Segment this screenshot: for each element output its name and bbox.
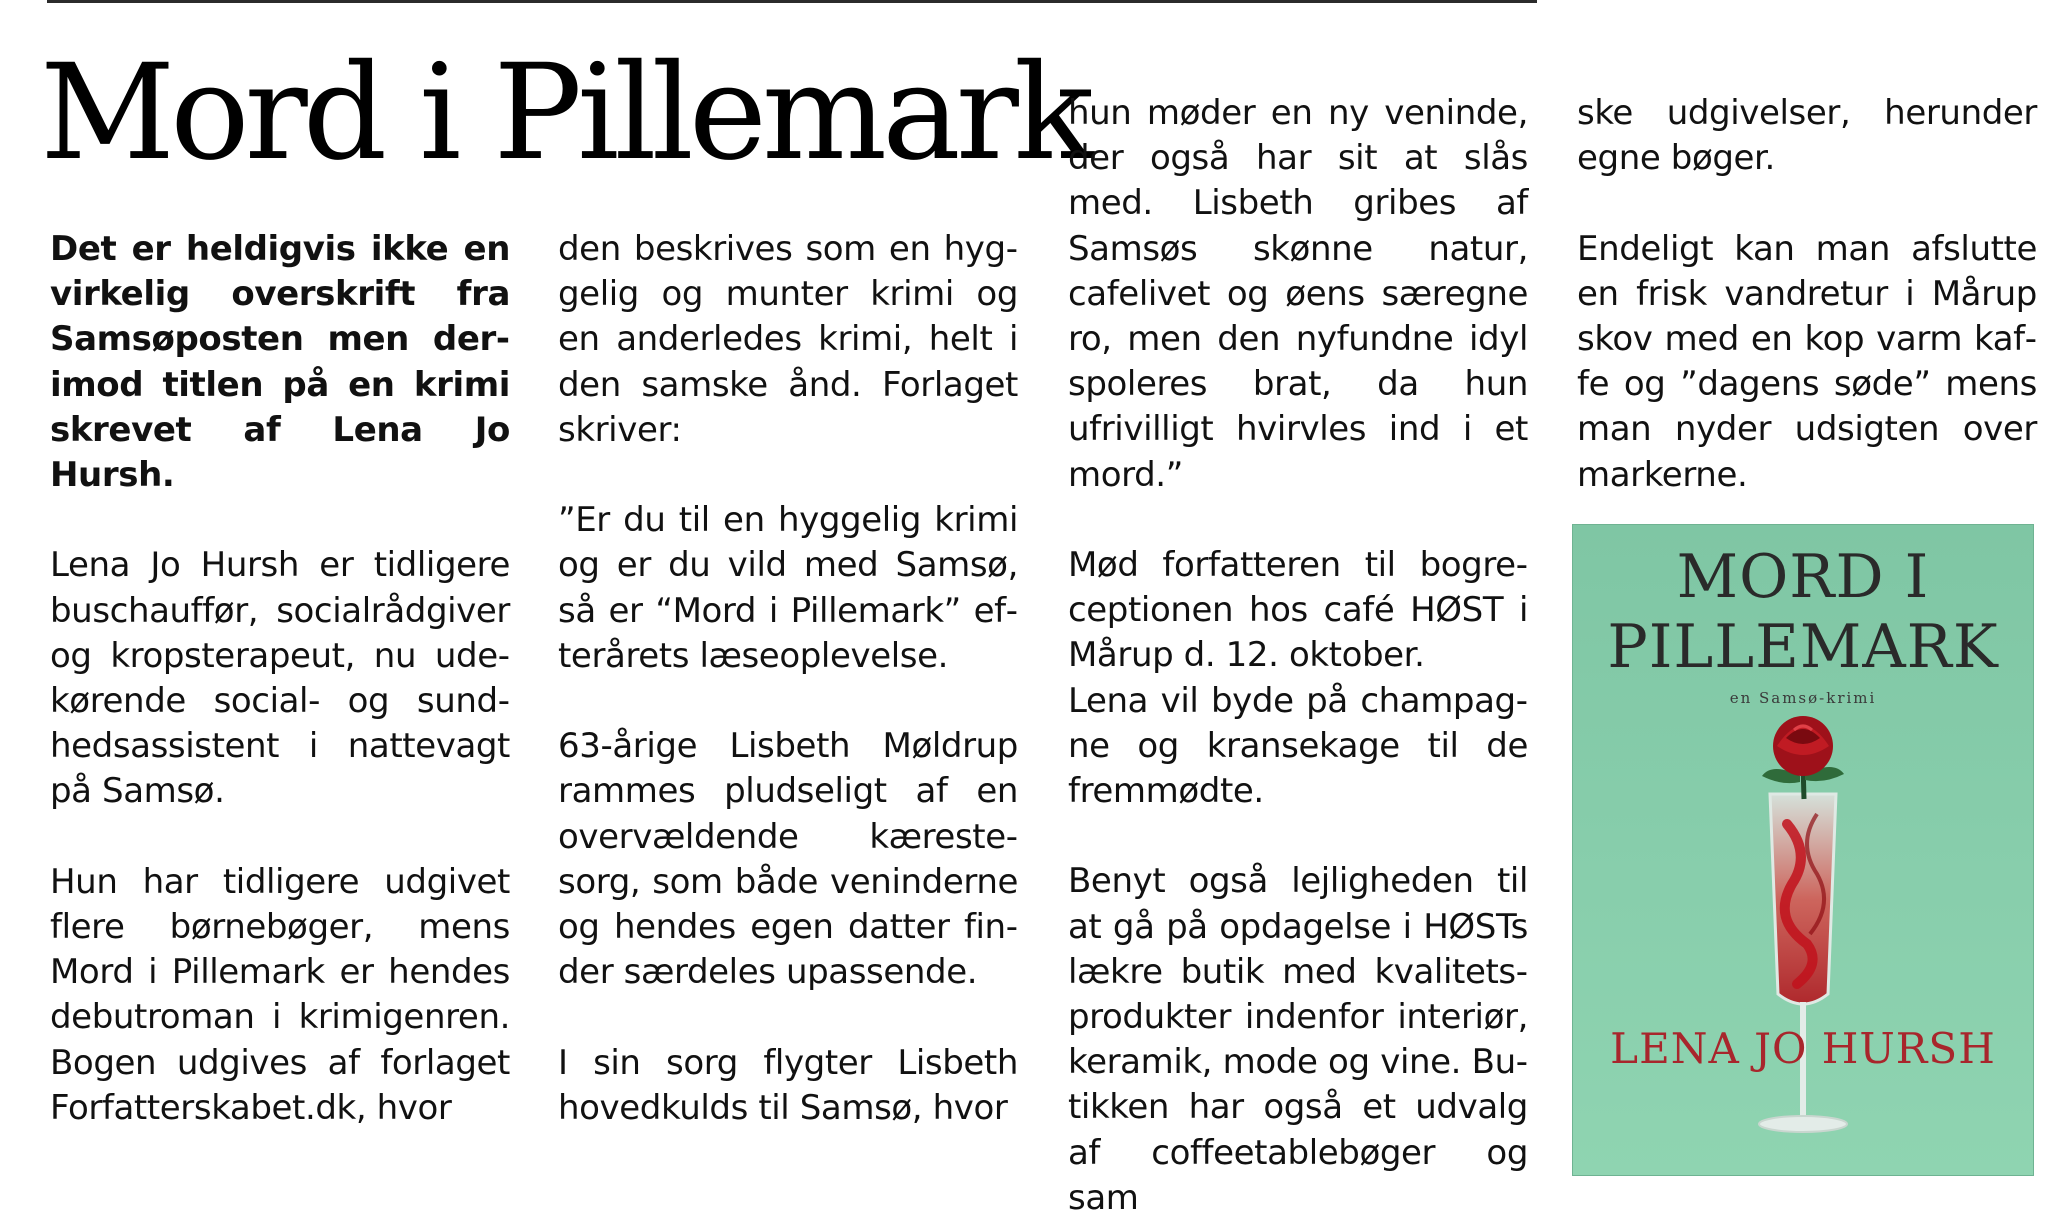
article-column-1 [50,227,510,1131]
cover-author: LENA JO HURSH [1610,1024,1996,1073]
body-paragraph: ske udgivelser, herunder egne bøger. [1577,93,2037,179]
quote-paragraph: 63-årige Lisbeth Møldrup rammes pludseligt af en overvældende kærestesorg, som både veninderne og hendes egen datter finder særdeles upassende. [558,726,1018,993]
body-paragraph: Lena Jo Hursh er tidligere buschauffør, socialrådgiver og kropsterapeut, nu udekørende social- og sundhedsassistent i nattevagt på Samsø. [50,545,510,812]
quote-paragraph: I sin sorg flygter Lisbeth hovedkulds til Samsø, hvor [558,1042,1018,1128]
body-paragraph: Mød forfatteren til bogreceptionen hos café HØST i Mårup d. 12. oktober. [1068,545,1528,676]
cover-subtitle: en Samsø-krimi [1729,689,1877,707]
quote-paragraph: hun møder en ny veninde, der også har sit at slås med. Lisbeth gribes af Samsøs skønne natur, cafelivet og øens særegne ro, men den nyfundne idyl spoleres brat, da hun ufrivilligt hvirvles ind i et mord.” [1068,93,1528,495]
article-column-3 [1068,91,1528,1221]
body-paragraph: Benyt også lejligheden til at gå på opdagelse i HØSTs lækre butik med kvalitetsprodukter indenfor interiør, keramik, mode og vine. Butikken har også et udvalg af coffeetablebøger og sam [1068,861,1528,1218]
body-paragraph: Hun har tidligere udgivet flere børnebøger, mens Mord i Pillemark er hendes debutroman i krimigenren. Bogen udgives af forlaget Forfatterskabet.dk, hvor [50,861,510,1128]
cover-title: MORD I PILLEMARK [1607,542,1999,682]
article-column-4 [1577,91,2037,498]
quote-paragraph: ”Er du til en hyggelig krimi og er du vild med Samsø, så er “Mord i Pillemark” efterårets læseoplevelse. [558,500,1018,676]
article-headline: Mord i Pillemark [40,36,1089,190]
top-divider [47,0,1537,3]
book-cover-image [1572,524,2034,1176]
body-paragraph: Lena vil byde på champagne og kransekage til de fremmødte. [1068,680,1528,812]
body-paragraph: Endeligt kan man afslutte en frisk vandretur i Mårup skov med en kop varm kaffe og ”dagens søde” mens man nyder udsigten over markerne. [1577,228,2037,495]
lead-paragraph: Det er heldigvis ikke en virkelig overskrift fra Samsøposten men derimod titlen på en krimi skrevet af Lena Jo Hursh. [50,229,510,496]
body-paragraph: den beskrives som en hyggelig og munter krimi og en anderledes krimi, helt i den samske ånd. Forlaget skriver: [558,229,1018,450]
article-column-2 [558,227,1018,1131]
